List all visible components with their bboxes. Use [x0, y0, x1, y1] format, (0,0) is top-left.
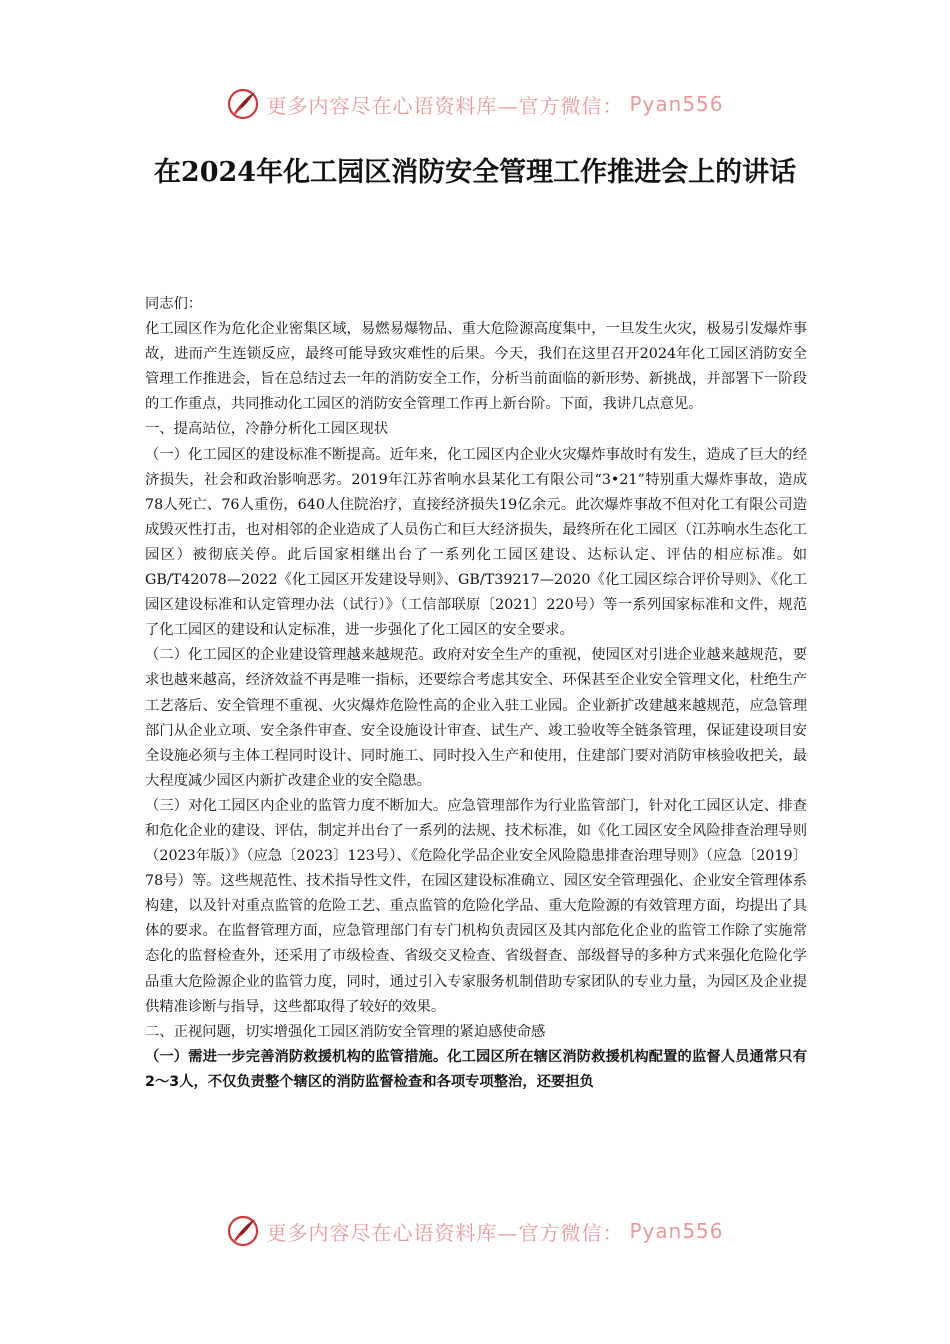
header-banner-text: 更多内容尽在心语资料库—官方微信： [266, 93, 624, 118]
section-1-paragraph-2: （二）化工园区的企业建设管理越来越规范。政府对安全生产的重视，使园区对引进企业越来越规范，要求也越来越高，经济效益不再是唯一指标，还要综合考虑其安全、环保甚至企业安全管理文化，杜绝生产工艺落后、安全管理不重视、火灾爆炸危险性高的企业入驻工业园。企业新扩改建越来越规范，应急管理部门从企业立项、安全条件审查、安全设施设计审查、试生产、竣工验收等全链条管理，保证建设项目安全设施必须与主体工程同时设计、同时施工、同时投入生产和使用，住建部门要对消防审核验收把关，最大程度减少园区内新扩改建企业的安全隐患。 [145, 647, 807, 789]
header-banner [0, 82, 950, 126]
section-1-paragraph-1: （一）化工园区的建设标准不断提高。近年来，化工园区内企业火灾爆炸事故时有发生，造成了巨大的经济损失，社会和政治影响恶劣。2019年江苏省响水县某化工有限公司“3•21”特别重大爆炸事故，造成78人死亡、76人重伤，640人住院治疗，直接经济损失19亿余元。此次爆炸事故不但对化工有限公司造成毁灭性打击，也对相邻的企业造成了人员伤亡和巨大经济损失，最终所在化工园区（江苏响水生态化工园区）被彻底关停。此后国家相继出台了一系列化工园区建设、达标认定、评估的相应标准。如GB/T42078—2022《化工园区开发建设导则》、GB/T39217—2020《化工园区综合评价导则》、《化工园区建设标准和认定管理办法（试行）》（工信部联原〔2021〕220号）等一系列国家标准和文件，规范了化工园区的建设和认定标准，进一步强化了化工园区的安全要求。 [145, 446, 807, 639]
section-1-heading: 一、提高站位，冷静分析化工园区现状 [145, 421, 389, 438]
greeting: 同志们： [145, 296, 203, 312]
intro-paragraph: 化工园区作为危化企业密集区域，易燃易爆物品、重大危险源高度集中，一旦发生火灾，极易引发爆炸事故，进而产生连锁反应，最终可能导致灾难性的后果。今天，我们在这里召开2024年化工园区消防安全管理工作推进会，旨在总结过去一年的消防安全工作，分析当前面临的新形势、新挑战，并部署下一阶段的工作重点，共同推动化工园区的消防安全管理工作再上新台阶。下面，我讲几点意见。 [145, 321, 807, 413]
footer-banner [0, 1209, 950, 1253]
section-2-paragraph-1: （一）需进一步完善消防救援机构的监管措施。化工园区所在辖区消防救援机构配置的监督人员通常只有2～3人，不仅负责整个辖区的消防监督检查和各项专项整治，还要担负 [145, 1048, 807, 1090]
quill-logo-icon [226, 87, 260, 121]
quill-logo-icon [226, 1214, 260, 1248]
section-2-heading: 二、正视问题，切实增强化工园区消防安全管理的紧迫感使命感 [145, 1023, 546, 1040]
document-body [145, 292, 807, 1095]
header-banner-wechat-id: Pyan556 [629, 92, 724, 116]
footer-banner-wechat-id: Pyan556 [629, 1219, 724, 1243]
page-title: 在2024年化工园区消防安全管理工作推进会上的讲话 [153, 157, 797, 188]
footer-banner-text: 更多内容尽在心语资料库—官方微信： [266, 1220, 624, 1245]
section-1-paragraph-3: （三）对化工园区内企业的监管力度不断加大。应急管理部作为行业监管部门，针对化工园区认定、排查和危化企业的建设、评估，制定并出台了一系列的法规、技术标准，如《化工园区安全风险排查治理导则（2023年版）》（应急〔2023〕123号）、《危险化学品企业安全风险隐患排查治理导则》（应急〔2019〕78号）等。这些规范性、技术指导性文件，在园区建设标准确立、园区安全管理强化、企业安全管理体系构建，以及针对重点监管的危险工艺、重点监管的危险化学品、重大危险源的有效管理方面，均提出了具体的要求。在监督管理方面，应急管理部门有专门机构负责园区及其内部危化企业的监管工作除了实施常态化的监督检查外，还采用了市级检查、省级交叉检查、省级督查、部级督导的多种方式来强化危险化学品重大危险源企业的监管力度，同时，通过引入专家服务机制借助专家团队的专业力量，为园区及企业提供精准诊断与指导，这些都取得了较好的效果。 [145, 797, 807, 1015]
